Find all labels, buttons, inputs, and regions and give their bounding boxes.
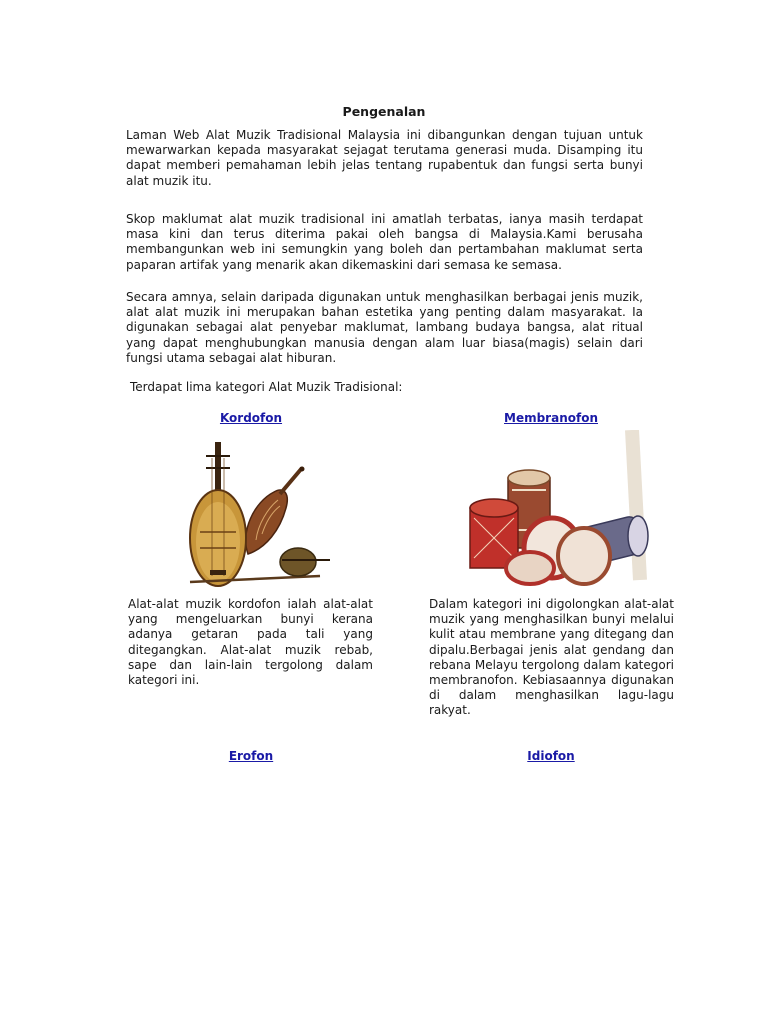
intro-paragraph-3: Secara amnya, selain daripada digunakan untuk menghasilkan berbagai jenis muzik, alat alat muzik ini merupakan bahan estetika yang penting dalam masyarakat. Ia digunakan sebagai alat penyebar maklumat, lambang budaya bangsa, alat ritual yang dapat menghubungkan manusia dengan alam luar biasa(magis) selain dari fungsi utama sebagai alat hiburan.	[126, 290, 643, 365]
kordofon-link[interactable]: Kordofon	[219, 411, 283, 425]
kordofon-description: Alat-alat muzik kordofon ialah alat-alat yang mengeluarkan bunyi kerana adanya getaran pada tali yang ditegangkan. Alat-alat muzik rebab, sape dan lain-lain tergolong dalam kategori ini.	[128, 597, 373, 688]
lute-icon	[190, 442, 246, 586]
idiofon-link[interactable]: Idiofon	[527, 749, 575, 763]
kordofon-instruments-image	[170, 436, 335, 596]
intro-paragraph-2: Skop maklumat alat muzik tradisional ini amatlah terbatas, ianya masih terdapat masa kini dan terus diterima pakai oleh bangsa di Malaysia.Kami berusaha membangunkan web ini semungkin yang boleh dan pertambahan maklumat serta paparan artifak yang menarik akan dikemaskini dari semasa ke semasa.	[126, 212, 643, 272]
erofon-link[interactable]: Erofon	[228, 749, 274, 763]
sape-icon	[246, 467, 305, 555]
intro-paragraph-1: Laman Web Alat Muzik Tradisional Malaysia ini dibangunkan dengan tujuan untuk mewarwarkan kepada masyarakat sejagat terutama generasi muda. Disamping itu dapat memberi pemahaman lebih jelas tentang rupabentuk dan fungsi serta bunyi alat muzik itu.	[126, 128, 643, 188]
membranofon-description: Dalam kategori ini digolongkan alat-alat muzik yang menghasilkan bunyi melalui kulit atau membrane yang ditegang dan dipalu.Berbagai jenis alat gendang dan rebana Melayu tergolong dalam kategori membranofon. Kebiasaannya digunakan di dalam menghasilkan lagu-lagu rakyat.	[429, 597, 674, 718]
category-intro: Terdapat lima kategori Alat Muzik Tradisional:	[130, 380, 403, 394]
membranofon-instruments-image	[460, 430, 675, 595]
page-title: Pengenalan	[342, 104, 426, 119]
membranofon-link[interactable]: Membranofon	[504, 411, 598, 425]
